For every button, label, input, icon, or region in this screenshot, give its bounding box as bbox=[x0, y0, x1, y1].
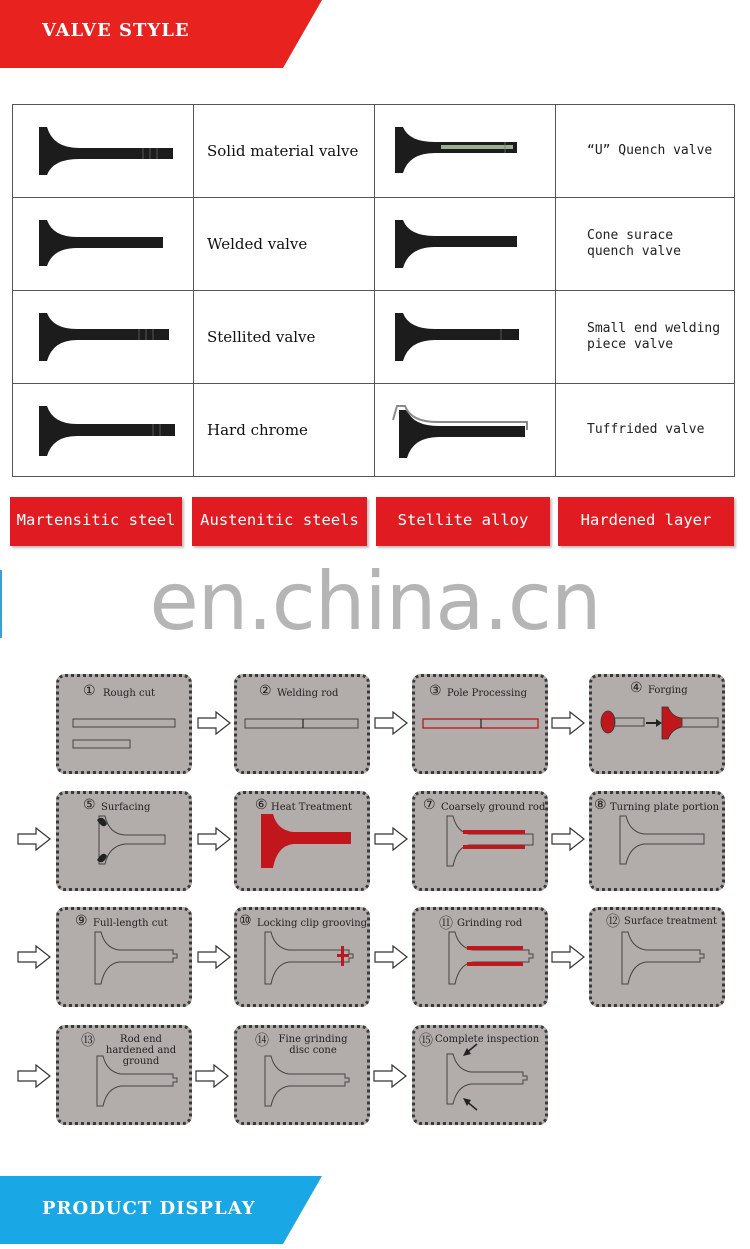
valve-image-cell bbox=[13, 198, 194, 291]
process-step-13 bbox=[56, 1025, 192, 1125]
step-number: ⑫ bbox=[606, 914, 620, 930]
valve-label: Solid material valve bbox=[194, 105, 375, 198]
flow-arrow-icon bbox=[16, 826, 52, 852]
material-tag-austenitic: Austenitic steels bbox=[192, 497, 367, 546]
process-step-7 bbox=[412, 791, 548, 891]
process-step-2 bbox=[234, 674, 370, 774]
flow-arrow-icon bbox=[196, 710, 232, 736]
valve-label: Welded valve bbox=[194, 198, 375, 291]
step-title: Surface treatment bbox=[624, 916, 717, 927]
valve-label: “U” Quench valve bbox=[556, 105, 735, 198]
heat-treatment-diagram bbox=[237, 794, 367, 888]
step-title: Locking clip grooving bbox=[257, 918, 368, 929]
fine-grinding-diagram bbox=[237, 1028, 367, 1122]
flow-arrow-icon bbox=[196, 944, 232, 970]
step-number: ④ bbox=[630, 680, 643, 696]
section-title: PRODUCT DISPLAY bbox=[42, 1198, 256, 1219]
valve-image-cell bbox=[13, 384, 194, 477]
step-number: ⑧ bbox=[594, 797, 607, 813]
full-length-cut-diagram bbox=[59, 910, 189, 1004]
flow-arrow-icon bbox=[550, 944, 586, 970]
stellited-valve-image bbox=[13, 291, 193, 383]
coarse-ground-rod-diagram bbox=[415, 794, 545, 888]
step-title: Full-length cut bbox=[93, 918, 168, 929]
step-title: Rod end hardened and ground bbox=[105, 1034, 177, 1067]
section-banner-product-display bbox=[0, 1176, 322, 1244]
process-step-11 bbox=[412, 907, 548, 1007]
step-number: ⑤ bbox=[83, 797, 96, 813]
welded-valve-image bbox=[13, 198, 193, 290]
valve-image-cell bbox=[13, 291, 194, 384]
process-step-3 bbox=[412, 674, 548, 774]
step-number: ⑩ bbox=[239, 913, 252, 929]
hard-chrome-valve-image bbox=[13, 384, 193, 476]
flow-arrow-icon bbox=[373, 710, 409, 736]
step-title: Turning plate portion bbox=[610, 802, 720, 813]
flow-arrow-icon bbox=[373, 944, 409, 970]
small-end-welding-valve-image bbox=[375, 291, 555, 383]
welding-rod-diagram bbox=[237, 677, 367, 771]
valve-style-table bbox=[12, 104, 735, 477]
forging-diagram bbox=[592, 677, 724, 771]
step-title: Heat Treatment bbox=[271, 802, 353, 813]
process-step-9 bbox=[56, 907, 192, 1007]
step-title: Forging bbox=[648, 685, 688, 696]
rod-end-hardened-diagram bbox=[59, 1028, 189, 1122]
valve-label: Tuffrided valve bbox=[556, 384, 735, 477]
process-step-8 bbox=[589, 791, 725, 891]
step-number: ⑭ bbox=[255, 1033, 269, 1049]
valve-image-cell bbox=[375, 105, 556, 198]
table-row bbox=[13, 384, 735, 477]
step-title: Grinding rod bbox=[457, 918, 523, 929]
valve-label: Hard chrome bbox=[194, 384, 375, 477]
process-step-1 bbox=[56, 674, 192, 774]
complete-inspection-diagram bbox=[415, 1028, 545, 1122]
step-number: ① bbox=[83, 683, 96, 699]
step-number: ③ bbox=[429, 683, 442, 699]
flow-arrow-icon bbox=[373, 826, 409, 852]
surfacing-diagram bbox=[59, 794, 189, 888]
step-title: Pole Processing bbox=[447, 688, 527, 699]
table-row bbox=[13, 291, 735, 384]
valve-image-cell bbox=[375, 291, 556, 384]
valve-label: Small end welding piece valve bbox=[556, 291, 735, 384]
flow-arrow-icon bbox=[372, 1063, 408, 1089]
valve-image-cell bbox=[375, 384, 556, 477]
step-title: Coarsely ground rod bbox=[441, 802, 546, 813]
process-step-15 bbox=[412, 1025, 548, 1125]
valve-image-cell bbox=[13, 105, 194, 198]
u-quench-valve-image bbox=[375, 105, 555, 197]
step-number: ⑦ bbox=[423, 797, 436, 813]
locking-clip-grooving-diagram bbox=[237, 910, 367, 1004]
grinding-rod-diagram bbox=[415, 910, 545, 1004]
flow-arrow-icon bbox=[550, 710, 586, 736]
step-number: ⑨ bbox=[75, 913, 88, 929]
process-step-4 bbox=[589, 674, 725, 774]
pole-processing-diagram bbox=[415, 677, 545, 771]
process-step-6 bbox=[234, 791, 370, 891]
material-tag-stellite: Stellite alloy bbox=[376, 497, 550, 546]
step-title: Complete inspection bbox=[435, 1034, 540, 1045]
flow-arrow-icon bbox=[196, 826, 232, 852]
table-row bbox=[13, 198, 735, 291]
turning-plate-diagram bbox=[592, 794, 724, 888]
process-step-5 bbox=[56, 791, 192, 891]
cone-quench-valve-image bbox=[375, 198, 555, 290]
watermark-text: en.china.cn bbox=[149, 555, 601, 648]
tuffrided-valve-image bbox=[375, 384, 555, 476]
process-step-12 bbox=[589, 907, 725, 1007]
process-step-10 bbox=[234, 907, 370, 1007]
valve-label: Stellited valve bbox=[194, 291, 375, 384]
valve-label: Cone surace quench valve bbox=[556, 198, 735, 291]
rough-cut-diagram bbox=[59, 677, 189, 771]
valve-image-cell bbox=[375, 198, 556, 291]
process-step-14 bbox=[234, 1025, 370, 1125]
step-title: Fine grinding disc cone bbox=[278, 1034, 348, 1056]
section-title: VALVE STYLE bbox=[42, 20, 190, 41]
section-banner-valve-style bbox=[0, 0, 322, 68]
table-row bbox=[13, 105, 735, 198]
flow-arrow-icon bbox=[194, 1063, 230, 1089]
step-number: ② bbox=[259, 683, 272, 699]
step-title: Surfacing bbox=[101, 802, 151, 813]
step-title: Welding rod bbox=[277, 688, 339, 699]
material-tag-hardened: Hardened layer bbox=[558, 497, 734, 546]
flow-arrow-icon bbox=[16, 944, 52, 970]
flow-arrow-icon bbox=[16, 1063, 52, 1089]
step-number: ⑥ bbox=[255, 797, 268, 813]
step-number: ⑮ bbox=[419, 1033, 433, 1049]
step-title: Rough cut bbox=[103, 688, 156, 699]
surface-treatment-diagram bbox=[592, 910, 724, 1004]
step-number: ⑬ bbox=[81, 1033, 95, 1049]
solid-valve-image bbox=[13, 105, 193, 197]
flow-arrow-icon bbox=[550, 826, 586, 852]
step-number: ⑪ bbox=[439, 916, 453, 932]
material-tag-martensitic: Martensitic steel bbox=[10, 497, 182, 546]
